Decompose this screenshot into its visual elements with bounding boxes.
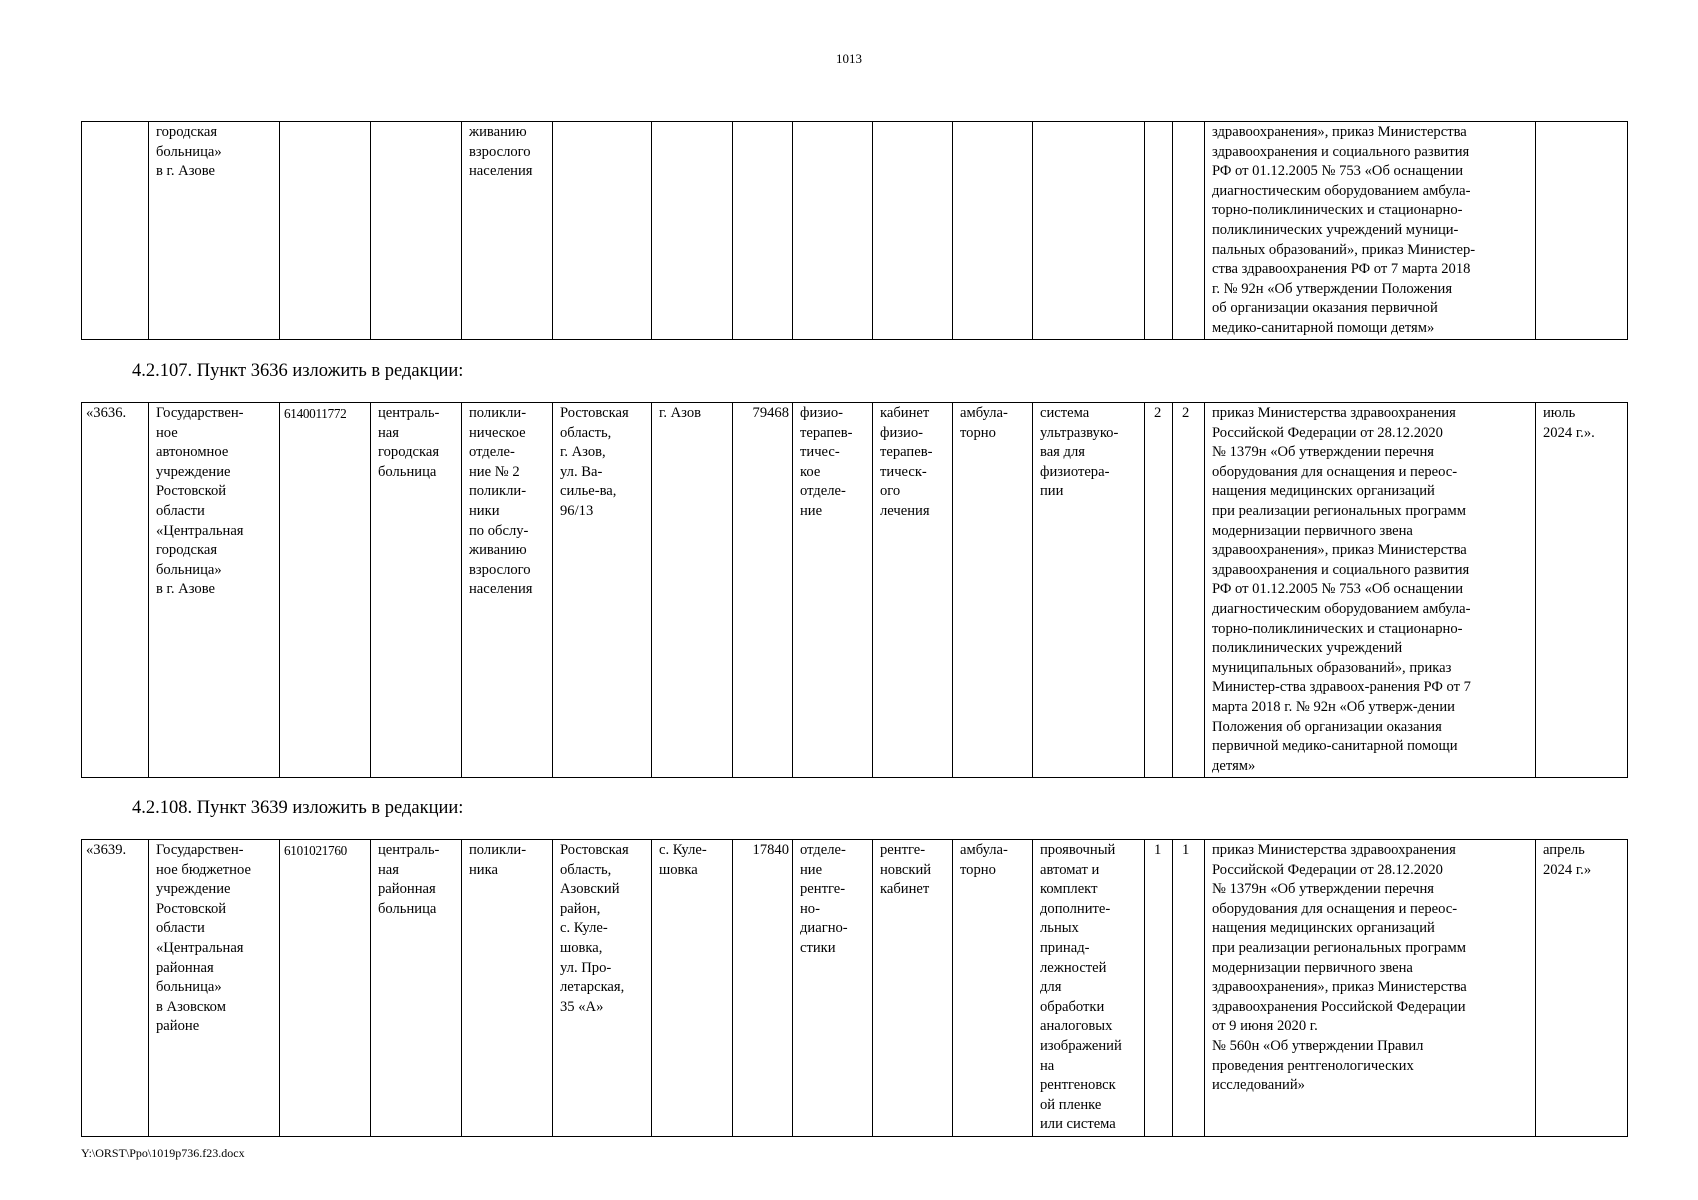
- cell-text-line: от 9 июня 2020 г.: [1212, 1018, 1318, 1035]
- section-heading-108: 4.2.108. Пункт 3639 изложить в редакции:: [132, 798, 464, 818]
- cell-text-line: система: [1040, 405, 1090, 421]
- cell-text-line: область,: [560, 424, 612, 441]
- cell-text-line: физио-: [800, 405, 843, 421]
- cell-text-line: лечения: [880, 502, 930, 519]
- cell-text-line: лежностей: [1040, 959, 1107, 976]
- inn-value: 6140011772: [284, 406, 347, 421]
- cell-text-line: области: [156, 920, 205, 937]
- qty1-cell: 1: [1145, 840, 1173, 1137]
- cell-text-line: обработки: [1040, 998, 1105, 1015]
- cell-text-line: торно: [960, 424, 996, 441]
- qty1-cell: 2: [1145, 403, 1173, 778]
- cell-text-line: в г. Азове: [156, 163, 215, 180]
- cell-text-line: № 1379н «Об утверждении перечня: [1212, 444, 1435, 461]
- cell-text-line: проявочный: [1040, 842, 1116, 858]
- cell-text-line: ой пленке: [1040, 1096, 1102, 1113]
- cell-text-line: модернизации первичного звена: [1212, 522, 1413, 539]
- table-row: [82, 403, 1628, 778]
- cell-text-line: ства здравоохранения РФ от 7 марта 2018: [1212, 261, 1471, 278]
- cell-text-line: вая для: [1040, 444, 1085, 461]
- cell-text-line: взрослого: [469, 143, 531, 160]
- population-cell: [733, 403, 793, 778]
- cabinet-cell: [873, 840, 953, 1137]
- inn-cell: [280, 403, 371, 778]
- population-cell: [733, 840, 793, 1137]
- cell-text-line: физио-: [880, 424, 923, 441]
- table-3636: [81, 402, 1628, 778]
- inn-cell: [280, 122, 371, 340]
- footer-file-path: Y:\ORST\Ppo\1019p736.f23.docx: [81, 1146, 245, 1160]
- cell-text-line: кабинет: [880, 405, 930, 421]
- org-cell: [149, 840, 280, 1137]
- type-cell: [371, 122, 462, 340]
- cell-text-line: на: [1040, 1057, 1055, 1074]
- cell-text-line: амбула-: [960, 405, 1008, 421]
- date-cell: [1536, 122, 1628, 340]
- cell-text-line: Ростовской: [156, 900, 227, 917]
- cell-text-line: ультразвуко-: [1040, 424, 1119, 441]
- cell-text-line: автомат и: [1040, 861, 1100, 878]
- cell-text-line: здравоохранения», приказ Министерства: [1212, 124, 1467, 140]
- care-form-cell: [953, 122, 1033, 340]
- cabinet-cell: [873, 122, 953, 340]
- cell-text-line: при реализации региональных программ: [1212, 939, 1466, 956]
- cell-text-line: г. Азов,: [560, 444, 606, 461]
- cell-text-line: автономное: [156, 444, 229, 461]
- cell-text-line: Ростовская: [560, 842, 629, 858]
- cell-text-line: но-: [800, 900, 820, 917]
- cell-text-line: стики: [800, 939, 836, 956]
- qty2-cell: 2: [1173, 403, 1205, 778]
- subdivision-cell: [462, 403, 553, 778]
- cell-text-line: «Центральная: [156, 939, 244, 956]
- page-number: 1013: [836, 51, 862, 66]
- cell-text-line: рентге-: [880, 842, 926, 858]
- cell-text-line: Азовский: [560, 881, 620, 898]
- cell-text-line: здравоохранения и социального развития: [1212, 143, 1470, 160]
- cell-text-line: больница»: [156, 561, 222, 578]
- cell-text-line: РФ от 01.12.2005 № 753 «Об оснащении: [1212, 163, 1464, 180]
- cell-text-line: ние: [800, 502, 823, 519]
- cell-text-line: больница»: [156, 979, 222, 996]
- cell-text-line: поликли-: [469, 842, 527, 858]
- org-cell: [149, 403, 280, 778]
- cell-text-line: летарская,: [560, 979, 625, 996]
- cell-text-line: отделе-: [800, 483, 846, 500]
- cell-text-line: ого: [880, 483, 901, 500]
- cell-text-line: пальных образований», приказ Министер-: [1212, 241, 1476, 258]
- cell-text-line: 2024 г.».: [1543, 424, 1595, 441]
- cell-text-line: приказ Министерства здравоохранения: [1212, 405, 1456, 421]
- cell-text-line: городская: [378, 444, 440, 461]
- cell-text-line: оборудования для оснащения и переос-: [1212, 900, 1458, 917]
- cell-text-line: здравоохранения», приказ Министерства: [1212, 542, 1467, 559]
- cell-text-line: диагно-: [800, 920, 848, 937]
- cell-text-line: физиотера-: [1040, 463, 1110, 480]
- cell-text-line: ника: [469, 861, 498, 878]
- cell-text-line: Российской Федерации от 28.12.2020: [1212, 861, 1443, 878]
- department-cell: [793, 122, 873, 340]
- cell-text-line: в г. Азове: [156, 581, 215, 598]
- locality-cell: [652, 840, 733, 1137]
- cell-text-line: первичной медико-санитарной помощи: [1212, 738, 1458, 755]
- cell-text-line: Положения об организации оказания: [1212, 718, 1442, 735]
- equipment-cell: [1033, 840, 1145, 1137]
- cell-text-line: терапев-: [880, 444, 933, 461]
- cell-text-line: ул. Про-: [560, 959, 612, 976]
- cell-text-line: марта 2018 г. № 92н «Об утверж-дении: [1212, 698, 1455, 715]
- cell-text-line: или система: [1040, 1116, 1116, 1133]
- cell-text-line: диагностическим оборудованием амбула-: [1212, 600, 1471, 617]
- cell-text-line: ул. Ва-: [560, 463, 603, 480]
- cell-text-line: Государствен-: [156, 842, 244, 858]
- cell-text-line: тичес-: [800, 444, 840, 461]
- population-value: 17840: [752, 842, 789, 858]
- qty1-cell: [1145, 122, 1173, 340]
- cell-text-line: централь-: [378, 842, 440, 858]
- cell-text-line: район,: [560, 900, 601, 917]
- cell-text-line: населения: [469, 581, 533, 598]
- row-number-cell: «3636.: [82, 403, 149, 778]
- cell-text-line: проведения рентгенологических: [1212, 1057, 1414, 1074]
- cell-text-line: изображений: [1040, 1037, 1122, 1054]
- inn-value: 6101021760: [284, 843, 347, 858]
- address-cell: [553, 840, 652, 1137]
- basis-cell: [1205, 403, 1536, 778]
- equipment-cell: [1033, 122, 1145, 340]
- address-cell: [553, 403, 652, 778]
- qty2-cell: [1173, 122, 1205, 340]
- cell-text-line: с. Куле-: [659, 842, 707, 858]
- cell-text-line: кое: [800, 463, 821, 480]
- cell-text-line: торно-поликлинических и стационарно-: [1212, 620, 1463, 637]
- cell-text-line: медико-санитарной помощи детям»: [1212, 319, 1435, 336]
- cell-text-line: ная: [378, 424, 399, 441]
- cell-text-line: с. Куле-: [560, 920, 608, 937]
- cell-text-line: г. № 92н «Об утверждении Положения: [1212, 280, 1453, 297]
- cell-text-line: № 1379н «Об утверждении перечня: [1212, 881, 1435, 898]
- basis-cell: [1205, 122, 1536, 340]
- cell-text-line: Российской Федерации от 28.12.2020: [1212, 424, 1443, 441]
- cell-text-line: при реализации региональных программ: [1212, 502, 1466, 519]
- cell-text-line: апрель: [1543, 842, 1585, 858]
- cell-text-line: № 560н «Об утверждении Правил: [1212, 1037, 1424, 1054]
- cell-text-line: поликлинических учреждений: [1212, 640, 1403, 657]
- cell-text-line: «Центральная: [156, 522, 244, 539]
- cell-text-line: отделе-: [469, 444, 515, 461]
- cell-text-line: отделе-: [800, 842, 846, 858]
- cell-text-line: Государствен-: [156, 405, 244, 421]
- cell-text-line: ная: [378, 861, 399, 878]
- cell-text-line: живанию: [469, 542, 527, 559]
- cell-text-line: поликлинических учреждений муници-: [1212, 221, 1459, 238]
- cell-text-line: учреждение: [156, 463, 231, 480]
- cell-text-line: ние № 2: [469, 463, 520, 480]
- cell-text-line: Ростовская: [560, 405, 629, 421]
- cell-text-line: об организации оказания первичной: [1212, 300, 1438, 317]
- continuation-table: [81, 121, 1628, 340]
- cabinet-cell: [873, 403, 953, 778]
- cell-text-line: населения: [469, 163, 533, 180]
- cell-text-line: тическ-: [880, 463, 927, 480]
- date-cell: [1536, 840, 1628, 1137]
- cell-text-line: городская: [156, 124, 218, 140]
- type-cell: [371, 840, 462, 1137]
- cell-text-line: 96/13: [560, 502, 594, 519]
- basis-cell: [1205, 840, 1536, 1137]
- cell-text-line: больница»: [156, 143, 222, 160]
- cell-text-line: Ростовской: [156, 483, 227, 500]
- table-row: [82, 840, 1628, 1137]
- cell-text-line: силье-ва,: [560, 483, 617, 500]
- cell-text-line: муниципальных образований», приказ: [1212, 659, 1452, 676]
- cell-text-line: принад-: [1040, 939, 1090, 956]
- cell-text-line: модернизации первичного звена: [1212, 959, 1413, 976]
- population-cell: [733, 122, 793, 340]
- cell-text-line: пии: [1040, 483, 1064, 500]
- cell-text-line: исследований»: [1212, 1077, 1305, 1094]
- cell-text-line: поликли-: [469, 483, 527, 500]
- department-cell: [793, 403, 873, 778]
- date-cell: [1536, 403, 1628, 778]
- locality-cell: [652, 122, 733, 340]
- cell-text-line: приказ Министерства здравоохранения: [1212, 842, 1456, 858]
- address-cell: [553, 122, 652, 340]
- cell-text-line: РФ от 01.12.2005 № 753 «Об оснащении: [1212, 581, 1464, 598]
- cell-text-line: централь-: [378, 405, 440, 421]
- cell-text-line: районная: [378, 881, 436, 898]
- cell-text-line: Министер-ства здравоох-ранения РФ от 7: [1212, 679, 1471, 696]
- cell-text-line: рентгеновск: [1040, 1077, 1116, 1094]
- cell-text-line: здравоохранения», приказ Министерства: [1212, 979, 1467, 996]
- cell-text-line: ники: [469, 502, 500, 519]
- subdivision-cell: [462, 840, 553, 1137]
- cell-text-line: 35 «А»: [560, 998, 604, 1015]
- cell-text-line: комплект: [1040, 881, 1098, 898]
- cell-text-line: больница: [378, 900, 437, 917]
- cell-text-line: кабинет: [880, 881, 930, 898]
- cell-text-line: терапев-: [800, 424, 853, 441]
- cell-text-line: больница: [378, 463, 437, 480]
- row-number-cell: «3639.: [82, 840, 149, 1137]
- cell-text-line: живанию: [469, 124, 527, 140]
- cell-text-line: 2024 г.»: [1543, 861, 1592, 878]
- care-form-cell: [953, 840, 1033, 1137]
- cell-text-line: здравоохранения и социального развития: [1212, 561, 1470, 578]
- population-value: 79468: [752, 405, 789, 421]
- cell-text-line: поликли-: [469, 405, 527, 421]
- cell-text-line: учреждение: [156, 881, 231, 898]
- cell-text-line: ное бюджетное: [156, 861, 251, 878]
- type-cell: [371, 403, 462, 778]
- department-cell: [793, 840, 873, 1137]
- cell-text-line: новский: [880, 861, 932, 878]
- section-heading-107: 4.2.107. Пункт 3636 изложить в редакции:: [132, 361, 464, 381]
- cell-text-line: дополните-: [1040, 900, 1111, 917]
- table-3639: [81, 839, 1628, 1137]
- cell-text-line: льных: [1040, 920, 1079, 937]
- row-number-cell: [82, 122, 149, 340]
- cell-text-line: рентге-: [800, 881, 846, 898]
- cell-text-line: торно-поликлинических и стационарно-: [1212, 202, 1463, 219]
- care-form-cell: [953, 403, 1033, 778]
- cell-text-line: районная: [156, 959, 214, 976]
- cell-text-line: диагностическим оборудованием амбула-: [1212, 182, 1471, 199]
- equipment-cell: [1033, 403, 1145, 778]
- cell-text-line: шовка: [659, 861, 698, 878]
- locality-cell: г. Азов: [652, 403, 733, 778]
- cell-text-line: нащения медицинских организаций: [1212, 920, 1435, 937]
- cell-text-line: ное: [156, 424, 178, 441]
- cell-text-line: городская: [156, 542, 218, 559]
- inn-cell: [280, 840, 371, 1137]
- table-row: [82, 122, 1628, 340]
- cell-text-line: амбула-: [960, 842, 1008, 858]
- cell-text-line: взрослого: [469, 561, 531, 578]
- cell-text-line: районе: [156, 1018, 200, 1035]
- cell-text-line: июль: [1543, 405, 1576, 421]
- org-cell: [149, 122, 280, 340]
- cell-text-line: для: [1040, 979, 1062, 996]
- cell-text-line: оборудования для оснащения и переос-: [1212, 463, 1458, 480]
- subdivision-cell: [462, 122, 553, 340]
- cell-text-line: торно: [960, 861, 996, 878]
- cell-text-line: ние: [800, 861, 823, 878]
- cell-text-line: область,: [560, 861, 612, 878]
- cell-text-line: области: [156, 502, 205, 519]
- cell-text-line: нащения медицинских организаций: [1212, 483, 1435, 500]
- cell-text-line: аналоговых: [1040, 1018, 1113, 1035]
- cell-text-line: по обслу-: [469, 522, 529, 539]
- cell-text-line: ническое: [469, 424, 526, 441]
- cell-text-line: в Азовском: [156, 998, 226, 1015]
- cell-text-line: здравоохранения Российской Федерации: [1212, 998, 1466, 1015]
- qty2-cell: 1: [1173, 840, 1205, 1137]
- cell-text-line: детям»: [1212, 757, 1256, 774]
- cell-text-line: шовка,: [560, 939, 603, 956]
